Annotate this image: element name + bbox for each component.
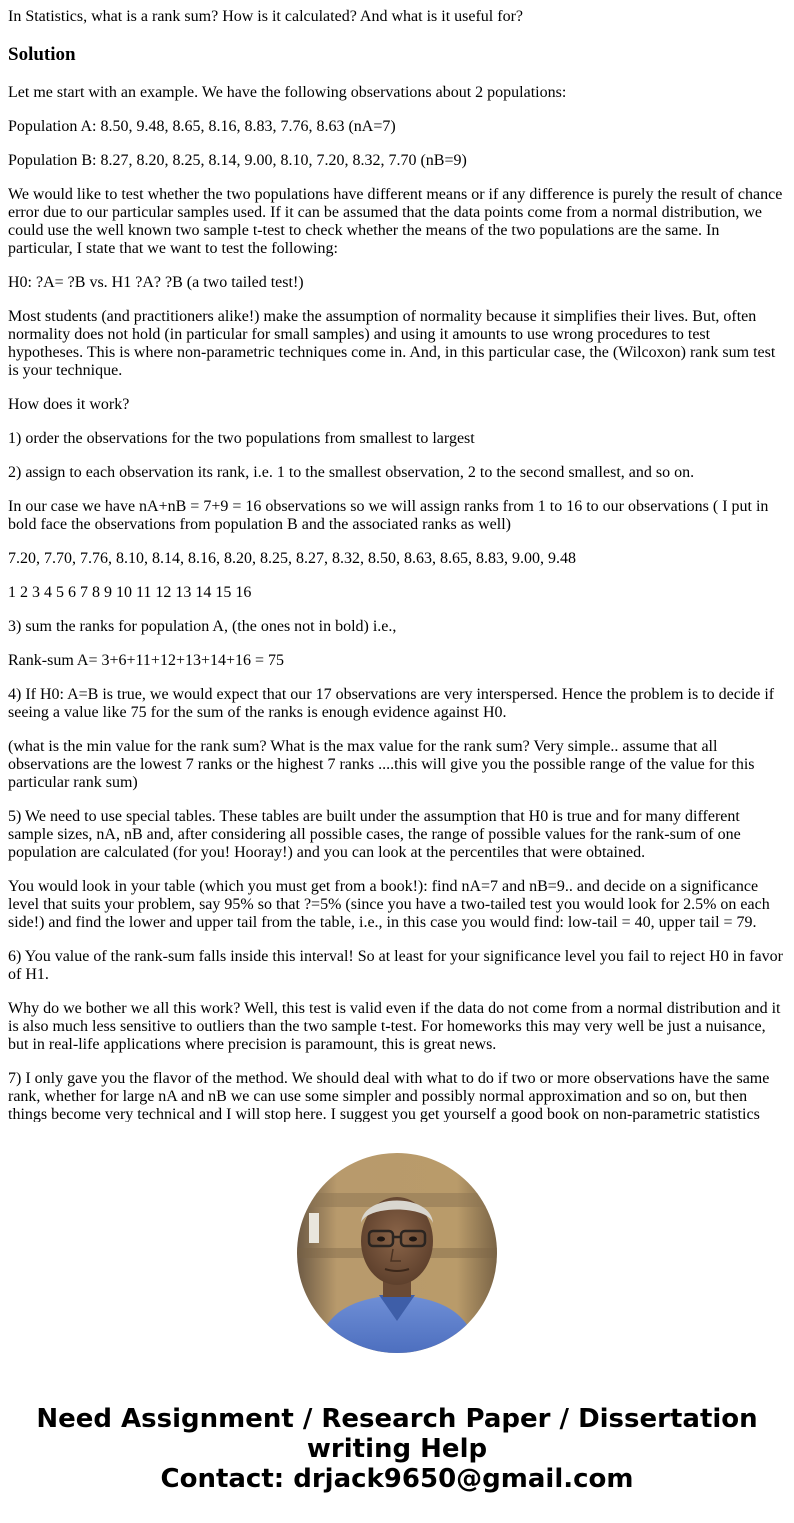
paragraph-step-2: 2) assign to each observation its rank, i.e. 1 to the smallest observation, 2 to the second smallest, and so on. [8,464,695,481]
paragraph-min-max: (what is the min value for the rank sum? What is the max value for the rank sum? Very simple.. assume that all observations are the lowest 7 ranks or the highest 7 ranks ....this will give you the possible range of the value for this particular rank sum) [8,738,755,791]
paragraph-how-it-works: How does it work? [8,396,130,413]
paragraph-rank-assignment: In our case we have nA+nB = 7+9 = 16 observations so we will assign ranks from 1 to 16 to our observations ( I put in bold face the observations from population B and the associated ranks as well) [8,498,769,533]
paragraph-normality: Most students (and practitioners alike!) make the assumption of normality because it simplifies their lives. But, often normality does not hold (in particular for small samples) and using it amounts to use wrong procedures to test hypotheses. This is where non-parametric techniques come in. And, in this particular case, the (Wilcoxon) rank sum test is your technique. [8,308,776,379]
paragraph-ordered-values: 7.20, 7.70, 7.76, 8.10, 8.14, 8.16, 8.20, 8.25, 8.27, 8.32, 8.50, 8.63, 8.65, 8.83, 9.00, 9.48 [8,550,576,567]
promo-contact: Contact: drjack9650@gmail.com [160,1464,634,1494]
author-avatar [297,1153,497,1353]
promo-headline: Need Assignment / Research Paper / Dissertation writing Help [36,1404,758,1464]
solution-heading: Solution [8,44,76,65]
answer-content [8,8,786,1122]
paragraph-hypotheses: H0: ?A= ?B vs. H1 ?A? ?B (a two tailed test!) [8,274,304,291]
paragraph-intro: Let me start with an example. We have the following observations about 2 populations: [8,84,567,101]
paragraph-table-lookup: You would look in your table (which you must get from a book!): find nA=7 and nB=9.. and decide on a significance level that suits your problem, say 95% so that ?=5% (since you have a two-tailed test you would look for 2.5% on each side!) and find the lower and upper tail from the table, i.e., in this case you would find: low-tail = 40, upper tail = 79. [8,878,770,931]
question-text: In Statistics, what is a rank sum? How is it calculated? And what is it useful for? [8,8,523,25]
paragraph-step-7: 7) I only gave you the flavor of the method. We should deal with what to do if two or more observations have the same rank, whether for large nA and nB we can use some simpler and possibly normal approximation and so on, but then things become very technical and I will stop here. I suggest you get yourself a good book on non-parametric statistics [8,1070,770,1122]
paragraph-step-3: 3) sum the ranks for population A, (the ones not in bold) i.e., [8,618,397,635]
paragraph-step-6: 6) You value of the rank-sum falls inside this interval! So at least for your significance level you fail to reject H0 in favor of H1. [8,948,783,983]
paragraph-population-b: Population B: 8.27, 8.20, 8.25, 8.14, 9.00, 8.10, 7.20, 8.32, 7.70 (nB=9) [8,152,467,169]
paragraph-step-4: 4) If H0: A=B is true, we would expect that our 17 observations are very interspersed. Hence the problem is to decide if seeing a value like 75 for the sum of the ranks is enough evidence against H0. [8,686,775,721]
promo-banner [0,1404,794,1494]
paragraph-population-a: Population A: 8.50, 9.48, 8.65, 8.16, 8.83, 7.76, 8.63 (nA=7) [8,118,396,135]
paragraph-rank-sum: Rank-sum A= 3+6+11+12+13+14+16 = 75 [8,652,285,669]
paragraph-why-bother: Why do we bother we all this work? Well, this test is valid even if the data do not come from a normal distribution and it is also much less sensitive to outliers than the two sample t-test. For homeworks this may very well be just a nuisance, but in real-life applications where precision is paramount, this is great news. [8,1000,781,1053]
paragraph-ranks: 1 2 3 4 5 6 7 8 9 10 11 12 13 14 15 16 [8,584,252,601]
paragraph-test-goal: We would like to test whether the two populations have different means or if any difference is purely the result of chance error due to our particular samples used. If it can be assumed that the data points come from a normal distribution, we could use the well known two sample t-test to check whether the means of the two populations are the same. In particular, I state that we want to test the following: [8,186,783,257]
paragraph-step-1: 1) order the observations for the two populations from smallest to largest [8,430,475,447]
paragraph-step-5: 5) We need to use special tables. These tables are built under the assumption that H0 is true and for many different sample sizes, nA, nB and, after considering all possible cases, the range of possible values for the rank-sum of one population are calculated (for you! Hooray!) and you can look at the percentiles that were obtained. [8,808,741,861]
author-portrait-image [297,1153,497,1353]
